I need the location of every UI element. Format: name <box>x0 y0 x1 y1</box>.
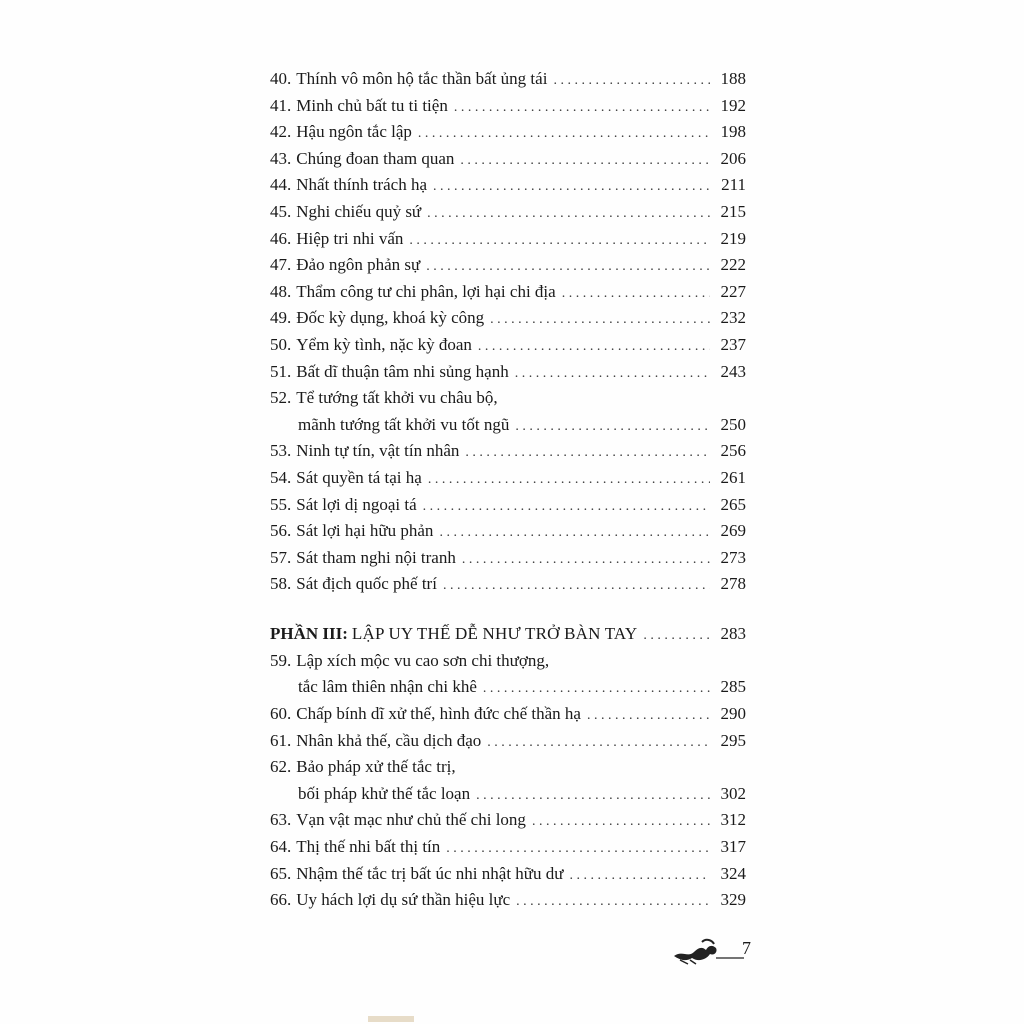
entry-number: 50. <box>270 334 292 354</box>
dot-leader <box>553 68 710 95</box>
dot-leader <box>490 307 710 334</box>
entry-title: Nhất thính trách hạ <box>296 175 428 195</box>
toc-entry <box>270 571 746 598</box>
dot-leader <box>532 809 710 836</box>
entry-title: Thính vô môn hộ tắc thần bất ủng tái <box>296 69 548 88</box>
entry-title: Sát quyền tá tại hạ <box>296 467 422 487</box>
entry-page-number: 237 <box>720 334 746 354</box>
page-number: 7 <box>742 938 751 958</box>
entry-page-number: 243 <box>720 361 746 381</box>
entry-number: 66. <box>270 890 292 910</box>
table-of-contents <box>270 66 746 914</box>
entry-page-number: 329 <box>720 890 746 910</box>
entry-title: Nhân khả thế, cầu dịch đạo <box>296 730 482 750</box>
entry-title: Lập xích mộc vu cao sơn chi thượng, <box>296 650 550 670</box>
entry-title: Chúng đoan tham quan <box>296 148 455 168</box>
dot-leader <box>439 520 710 547</box>
dot-leader <box>643 622 710 650</box>
dot-leader <box>428 467 710 494</box>
toc-entry <box>270 728 746 755</box>
toc-entry <box>270 754 746 781</box>
dot-leader <box>476 783 710 810</box>
entry-number: 65. <box>270 863 292 883</box>
part-title: LẬP UY THẾ DỄ NHƯ TRỞ BÀN TAY <box>351 623 638 643</box>
entry-title: Uy hách lợi dụ sứ thần hiệu lực <box>296 890 511 910</box>
toc-entry <box>270 518 746 545</box>
entry-page-number: 215 <box>720 201 746 221</box>
entry-page-number: 312 <box>720 810 746 830</box>
toc-entry <box>270 648 746 675</box>
dot-leader <box>587 703 710 730</box>
entry-title: Chấp bính dĩ xử thế, hình đức chế thần hạ <box>296 704 581 724</box>
entry-page-number: 206 <box>720 148 746 168</box>
entry-page-number: 324 <box>720 863 746 883</box>
toc-entry <box>270 66 746 93</box>
entry-page-number: 222 <box>720 255 746 275</box>
dot-leader <box>418 121 710 148</box>
entry-title: Thị thế nhi bất thị tín <box>296 837 441 857</box>
toc-entry <box>270 438 746 465</box>
entry-title: Sát lợi hại hữu phản <box>296 521 434 541</box>
dot-leader <box>462 547 710 574</box>
toc-entry <box>270 172 746 199</box>
toc-entry-continuation <box>270 674 746 701</box>
toc-entry <box>270 492 746 519</box>
dot-leader <box>516 889 710 916</box>
entry-title-continued: mãnh tướng tất khởi vu tốt ngũ <box>298 414 510 434</box>
toc-entry <box>270 359 746 386</box>
toc-entry <box>270 119 746 146</box>
toc-entry <box>270 252 746 279</box>
dot-leader <box>460 148 710 175</box>
toc-entry <box>270 701 746 728</box>
entry-number: 61. <box>270 730 292 750</box>
entry-title: Hậu ngôn tắc lập <box>296 122 412 142</box>
entry-page-number: 285 <box>720 677 746 697</box>
toc-entry-continuation <box>270 412 746 439</box>
entry-number: 42. <box>270 122 292 142</box>
entry-number: 43. <box>270 148 292 168</box>
entry-page-number: 290 <box>720 704 746 724</box>
entry-number: 64. <box>270 837 292 857</box>
entry-number: 54. <box>270 467 292 487</box>
entry-page-number: 227 <box>720 281 746 301</box>
entry-number: 57. <box>270 547 292 567</box>
dot-leader <box>487 730 710 757</box>
entry-number: 59. <box>270 650 292 670</box>
entry-title-continued: bối pháp khử thế tắc loạn <box>298 783 471 803</box>
toc-entry <box>270 887 746 914</box>
part-label: PHẦN III: <box>270 623 348 643</box>
entry-page-number: 269 <box>720 521 746 541</box>
entry-title: Hiệp tri nhi vấn <box>296 228 404 248</box>
dot-leader <box>478 334 710 361</box>
dot-leader <box>515 414 710 441</box>
entry-number: 49. <box>270 308 292 328</box>
dot-leader <box>569 863 710 890</box>
dot-leader <box>426 254 710 281</box>
entry-page-number: 250 <box>720 414 746 434</box>
dot-leader <box>433 174 710 201</box>
entry-page-number: 256 <box>720 441 746 461</box>
toc-entry <box>270 226 746 253</box>
dot-leader <box>409 228 710 255</box>
toc-entry <box>270 465 746 492</box>
dragon-ornament-icon <box>672 936 744 966</box>
toc-entry <box>270 807 746 834</box>
toc-entry <box>270 199 746 226</box>
toc-entry <box>270 545 746 572</box>
entry-number: 48. <box>270 281 292 301</box>
section-gap <box>270 598 746 620</box>
entry-title: Đảo ngôn phản sự <box>296 255 421 275</box>
entry-page-number: 219 <box>720 228 746 248</box>
dot-leader <box>446 836 710 863</box>
entry-title: Yểm kỳ tình, nặc kỳ đoan <box>296 334 472 354</box>
entry-page-number: 198 <box>720 122 746 142</box>
entry-page-number: 273 <box>720 547 746 567</box>
entry-title-continued: tắc lâm thiên nhận chi khê <box>298 677 477 697</box>
entry-number: 56. <box>270 521 292 541</box>
toc-entry-continuation <box>270 781 746 808</box>
entry-page-number: 302 <box>720 783 746 803</box>
entry-page-number: 295 <box>720 730 746 750</box>
entry-page-number: 211 <box>721 175 746 195</box>
toc-entry <box>270 305 746 332</box>
entry-number: 44. <box>270 175 292 195</box>
entry-title: Bảo pháp xử thế tắc trị, <box>296 757 456 777</box>
entry-title: Sát lợi dị ngoại tá <box>296 494 417 514</box>
toc-entry <box>270 834 746 861</box>
page-footer <box>672 936 756 966</box>
dot-leader <box>423 494 710 521</box>
entry-number: 47. <box>270 255 292 275</box>
entry-page-number: 265 <box>720 494 746 514</box>
entry-title: Thẩm công tư chi phân, lợi hại chi địa <box>296 281 556 301</box>
dot-leader <box>454 95 710 122</box>
entry-number: 51. <box>270 361 292 381</box>
entry-page-number: 188 <box>720 69 746 88</box>
entry-title: Tể tướng tất khởi vu châu bộ, <box>296 388 498 408</box>
entry-page-number: 317 <box>720 837 746 857</box>
entry-title: Đốc kỳ dụng, khoá kỳ công <box>296 308 485 328</box>
entry-number: 58. <box>270 574 292 594</box>
toc-list-part-3 <box>270 648 746 914</box>
entry-number: 63. <box>270 810 292 830</box>
toc-entry <box>270 146 746 173</box>
toc-entry <box>270 279 746 306</box>
entry-number: 41. <box>270 95 292 115</box>
entry-title: Bất dĩ thuận tâm nhi sủng hạnh <box>296 361 509 381</box>
entry-title: Sát địch quốc phế trí <box>296 574 437 594</box>
entry-number: 46. <box>270 228 292 248</box>
toc-entry <box>270 332 746 359</box>
toc-entry <box>270 861 746 888</box>
dot-leader <box>427 201 710 228</box>
toc-list-part-2-end <box>270 66 746 598</box>
entry-title: Nhậm thế tắc trị bất úc nhi nhật hữu dư <box>296 863 564 883</box>
entry-number: 52. <box>270 388 292 408</box>
dot-leader <box>443 573 710 600</box>
dot-leader <box>483 676 710 703</box>
entry-number: 40. <box>270 69 292 88</box>
entry-number: 62. <box>270 757 292 777</box>
entry-title: Nghi chiếu quỷ sứ <box>296 201 422 221</box>
entry-number: 55. <box>270 494 292 514</box>
scan-edge-mark <box>368 1016 414 1022</box>
part-heading <box>270 620 746 648</box>
part-page-number: 283 <box>720 623 746 643</box>
entry-page-number: 261 <box>720 467 746 487</box>
entry-title: Minh chủ bất tu ti tiện <box>296 95 448 115</box>
entry-number: 53. <box>270 441 292 461</box>
entry-title: Vạn vật mạc như chủ thế chi long <box>296 810 526 830</box>
dot-leader <box>465 440 710 467</box>
entry-page-number: 192 <box>720 95 746 115</box>
entry-page-number: 232 <box>720 308 746 328</box>
entry-number: 60. <box>270 704 292 724</box>
dot-leader <box>562 281 710 308</box>
toc-entry <box>270 93 746 120</box>
toc-entry <box>270 385 746 412</box>
dot-leader <box>515 361 710 388</box>
entry-title: Ninh tự tín, vật tín nhân <box>296 441 460 461</box>
entry-page-number: 278 <box>720 574 746 594</box>
entry-title: Sát tham nghi nội tranh <box>296 547 456 567</box>
entry-number: 45. <box>270 201 292 221</box>
